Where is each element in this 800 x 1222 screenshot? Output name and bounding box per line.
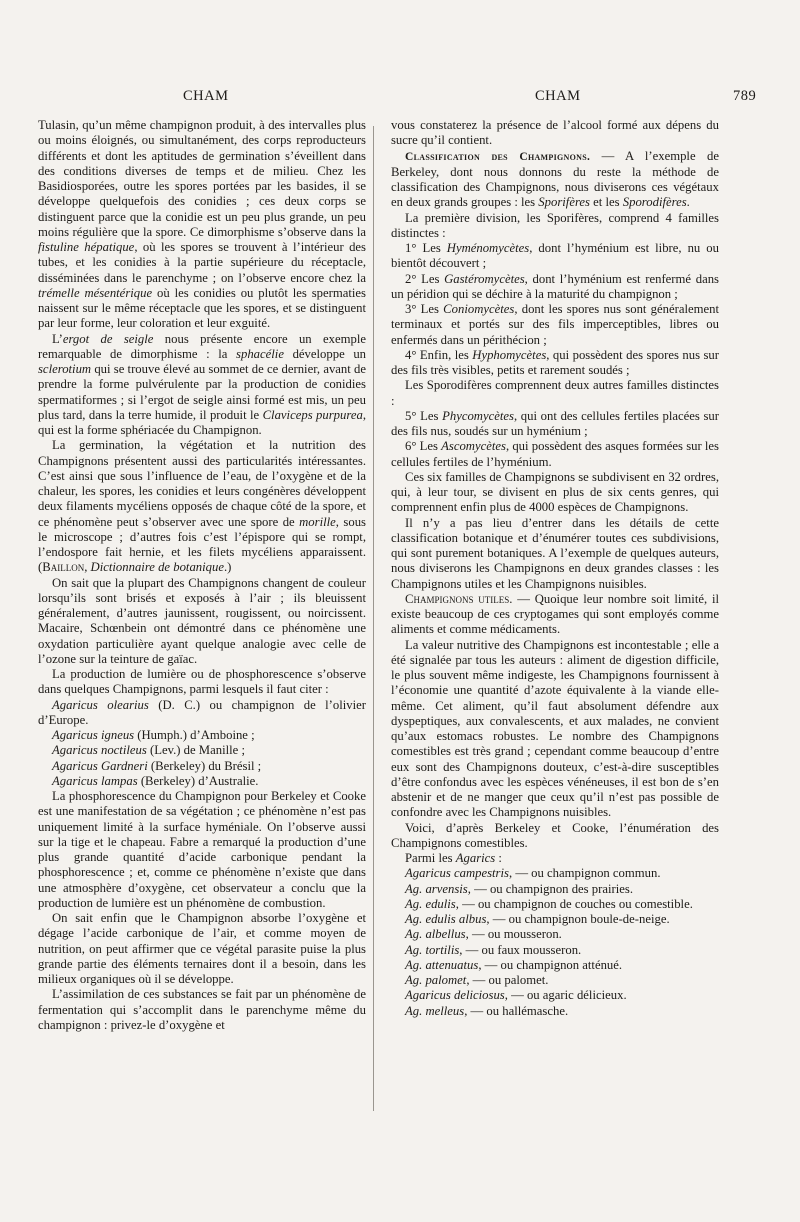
- list-item: Agaricus lampas (Berkeley) d’Australie.: [52, 773, 259, 788]
- list-item: Agaricus Gardneri (Berkeley) du Brésil ;: [52, 758, 262, 773]
- paragraph: 6° Les Ascomycètes, qui possèdent des asques formées sur les cellules fertiles de l’hyménium.: [391, 439, 719, 469]
- list-item: Ag. albellus, — ou mousseron.: [405, 927, 562, 942]
- paragraph: La germination, la végétation et la nutrition des Champignons présentent aussi des particularités intéressantes. C’est ainsi que sous l’influence de l’eau, de l’oxygène et de la chaleur, les spores, les conidies et leurs congénères développent deux filaments mycéliens opposés de chaque côté de la spore, et ce phénomène peut s’observer avec une spore de morille, sous le microscope ; d’autres fois c’est l’épispore qui se rompt, l’endospore fait hernie, et les filets mycéliens apparaissent. (Baillon, Dictionnaire de botanique.): [38, 438, 366, 575]
- list-item: Ag. edulis albus, — ou champignon boule-de-neige.: [405, 912, 670, 926]
- page-number: 789: [733, 88, 757, 104]
- paragraph: L’ergot de seigle nous présente encore un exemple remarquable de dimorphisme : la sphacélie développe un sclerotium qui se trouve élevé au sommet de ce dernier, avant de prendre la forme pulvérulente par la production de conidies spermatiformes ; si l’ergot de seigle ainsi formé est mis, un peu plus tard, dans la terre humide, il produit le Claviceps purpurea, qui est la forme sphériacée du Champignon.: [38, 331, 367, 437]
- list-item: Ag. arvensis, — ou champignon des prairies.: [405, 881, 633, 896]
- paragraph: 5° Les Phycomycètes, qui ont des cellules fertiles placées sur des fils nus, soudés sur un hyménium ;: [391, 408, 719, 438]
- list-item: Agaricus campestris, — ou champignon commun.: [405, 866, 661, 881]
- paragraph: On sait que la plupart des Champignons changent de couleur lorsqu’ils sont brisés et exposés à l’air ; ils bleuissent généralement, d’autres jaunissent, rougissent, ou noircissent. Macaire, Schœnbein ont démontré dans ce phénomène une oxydation particulière ayant quelque analogie avec celle de l’ozone sur la teinture de gaïac.: [38, 575, 366, 666]
- list-item: Ag. melleus, — ou hallémasche.: [405, 1003, 569, 1018]
- paragraph: La valeur nutritive des Champignons est incontestable ; elle a été signalée par tous les auteurs : aliment de digestion difficile, le plus souvent même indigeste, les Champignons fournissent à l’économie une quantité d’azote équivalente à la viande elle-même. Cet aliment, qu’il faut absolument défendre aux dyspeptiques, aux convalescents, et aux malades, ne convient qu’aux estomacs robustes. Le nombre des Champignons comestibles est très grand ; cependant comme beaucoup d’entre eux sont des Champignons douteux, c’est-à-dire susceptibles d’être confondus avec les espèces vénéneuses, il est bon de s’en abstenir et de ne manger que ceux qu’il n’est pas possible de confondre avec les Champignons nuisibles.: [391, 637, 719, 820]
- list-item: Ag. edulis, — ou champignon de couches ou comestible.: [405, 896, 693, 911]
- running-head-right: CHAM: [535, 88, 581, 104]
- list-item: Agaricus deliciosus, — ou agaric délicieux.: [405, 988, 627, 1003]
- list-item: Ag. palomet, — ou palomet.: [405, 973, 549, 987]
- column-rule: [373, 126, 374, 1111]
- paragraph: La production de lumière ou de phosphorescence s’observe dans quelques Champignons, parmi lesquels il faut citer :: [38, 667, 366, 697]
- paragraph: Champignons utiles. — Quoique leur nombre soit limité, il existe beaucoup de ces cryptogames qui sont employés comme aliments et comme médicaments.: [391, 591, 719, 637]
- paragraph: La phosphorescence du Champignon pour Berkeley et Cooke est une manifestation de sa végétation ; ce phénomène n’est pas uniquement limité à la surface hyméniale. On l’observe aussi sur la tige et le chapeau. Fabre a remarqué la production d’une plus grande quantité d’acide carbonique pendant la phosphorescence ; et, comme ce phénomène n’existe que dans une atmosphère d’oxygène, cet observateur a conclu que la production de lumière est un phénomène de combustion.: [38, 789, 366, 910]
- paragraph: On sait enfin que le Champignon absorbe l’oxygène et dégage l’acide carbonique de l’air, et comme moyen de nutrition, on peut affirmer que ce végétal parasite puise la plus grande partie des éléments ternaires dont il a besoin, dans les milieux organiques où il se développe.: [38, 911, 366, 986]
- paragraph: vous constaterez la présence de l’alcool formé aux dépens du sucre qu’il contient.: [391, 118, 719, 148]
- paragraph: Parmi les Agarics :: [405, 851, 502, 865]
- paragraph: 4° Enfin, les Hyphomycètes, qui possèdent des spores nus sur des fils très visibles, petits et rarement soudés ;: [391, 347, 719, 377]
- running-head: [0, 88, 800, 108]
- running-head-left: CHAM: [183, 88, 229, 104]
- list-item: Ag. tortilis, — ou faux mousseron.: [405, 942, 582, 957]
- paragraph: Agaricus olearius (D. C.) ou champignon de l’olivier d’Europe.: [38, 697, 367, 727]
- right-column: [391, 118, 719, 1019]
- list-item: Ag. attenuatus, — ou champignon atténué.: [405, 957, 623, 972]
- paragraph: La première division, les Sporifères, comprend 4 familles distinctes :: [391, 210, 719, 240]
- list-item: Agaricus noctileus (Lev.) de Manille ;: [52, 743, 245, 758]
- paragraph: Il n’y a pas lieu d’entrer dans les détails de cette classification botanique et d’énumérer toutes ces subdivisions, qui sont purement botaniques. A l’exemple de quelques auteurs, nous diviserons les Champignons en deux grandes classes : les Champignons utiles et les Champignons nuisibles.: [391, 515, 719, 591]
- list-item: Agaricus igneus (Humph.) d’Amboine ;: [52, 728, 255, 742]
- paragraph: L’assimilation de ces substances se fait par un phénomène de fermentation qui s’accomplit dans le parenchyme même du champignon : privez-le d’oxygène et: [38, 987, 366, 1032]
- paragraph: 1° Les Hyménomycètes, dont l’hyménium est libre, nu ou bientôt découvert ;: [391, 241, 719, 271]
- paragraph: 2° Les Gastéromycètes, dont l’hyménium est renfermé dans un péridion qui se déchire à la maturité du champignon ;: [391, 271, 719, 301]
- paragraph: Voici, d’après Berkeley et Cooke, l’énumération des Champignons comestibles.: [391, 820, 719, 850]
- paragraph: Ces six familles de Champignons se subdivisent en 32 ordres, qui, à leur tour, se divisent en plus de six cents genres, qui comprennent enfin plus de 4000 espèces de Champignons.: [391, 469, 719, 515]
- paragraph: 3° Les Coniomycètes, dont les spores nus sont généralement terminaux et portés sur des fils imperceptibles, libres ou enfermés dans un périthécion ;: [391, 302, 719, 347]
- paragraph: Classification des Champignons. — A l’exemple de Berkeley, dont nous donnons du reste la méthode de classification des Champignons, nous diviserons ces végétaux en deux grands groupes : les Sporifères et les Sporodifères.: [391, 148, 719, 210]
- left-column: [38, 118, 366, 1033]
- paragraph: Les Sporodifères comprennent deux autres familles distinctes :: [391, 378, 719, 408]
- paragraph: Tulasin, qu’un même champignon produit, à des intervalles plus ou moins éloignés, ou simultanément, des corps reproducteurs différents et dont les aptitudes de germination s’éveillent dans des conditions diverses de temps et de milieu. Chez les Basidiosporées, outre les spores portées par les basides, il se développe quelquefois des conidies ; ces deux corps se distinguent parce que la conidie est un peu plus grande, un peu moins régulière que la spore. Ce dimorphisme s’observe dans la fistuline hépatique, où les spores se trouvent à l’intérieur des tubes, et les conidies à la partie supérieure du réceptacle, disséminées dans le parenchyme ; on l’observe encore chez la trémelle mésentérique où les conidies ou plutôt les spermaties naissent sur le même réceptacle que les spores, et se distinguent par leur forme, leur coloration et leur exguité.: [38, 118, 366, 331]
